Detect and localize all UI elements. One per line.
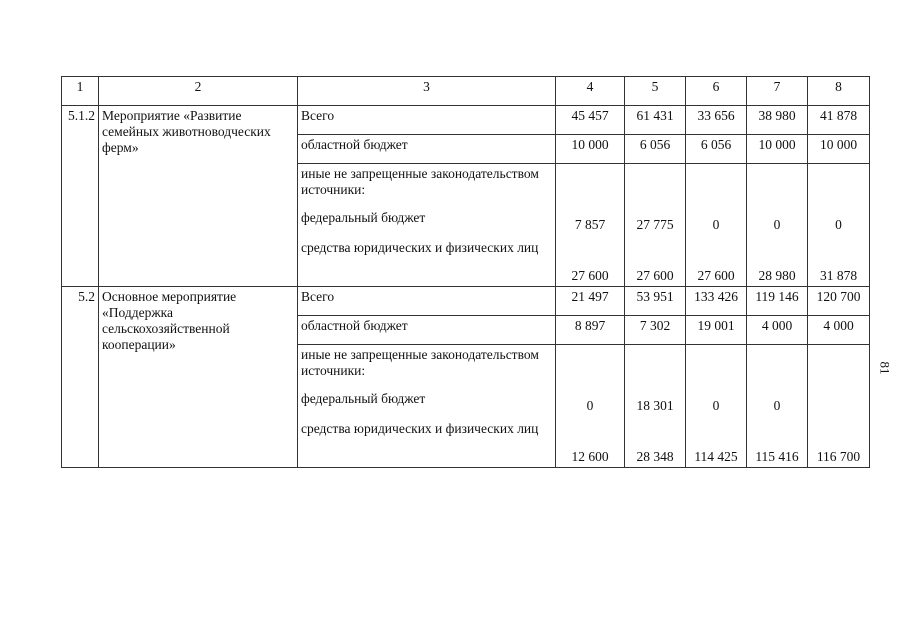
source-label: Всего — [298, 106, 556, 135]
value-cell: 19 001 — [686, 316, 747, 345]
value-cell: 38 980 — [747, 106, 808, 135]
source-label: областной бюджет — [298, 316, 556, 345]
value-cell: 0 — [712, 217, 720, 232]
value-cell: 0 — [712, 398, 720, 413]
value-cell: 6 056 — [625, 135, 686, 164]
item-code: 5.2 — [62, 287, 99, 468]
item-name: Мероприятие «Развитие семейных животноводческих ферм» — [99, 106, 298, 287]
value-cell: 18 301 — [636, 398, 674, 413]
value-cell: 27 775 — [636, 217, 674, 232]
item-code: 5.1.2 — [62, 106, 99, 287]
value-cell: 0 — [835, 217, 842, 232]
value-cell: 10 000 — [556, 135, 625, 164]
value-cell: 53 951 — [625, 287, 686, 316]
value-stack — [686, 345, 747, 468]
federal-label: федеральный бюджет — [301, 391, 426, 406]
other-sources-label: иные не запрещенные законодательством источники: — [301, 166, 539, 197]
value-cell: 0 — [586, 398, 594, 413]
value-cell: 116 700 — [816, 449, 861, 464]
value-cell: 7 302 — [625, 316, 686, 345]
value-cell: 21 497 — [556, 287, 625, 316]
value-cell: 0 — [773, 398, 781, 413]
value-cell: 120 700 — [808, 287, 870, 316]
value-cell: 27 600 — [697, 268, 735, 283]
value-stack — [747, 164, 808, 287]
value-cell: 10 000 — [808, 135, 870, 164]
source-label: Всего — [298, 287, 556, 316]
header-cell: 6 — [686, 77, 747, 106]
header-cell: 1 — [62, 77, 99, 106]
value-stack — [686, 164, 747, 287]
table-row — [62, 106, 870, 135]
value-stack — [625, 164, 686, 287]
value-cell: 10 000 — [747, 135, 808, 164]
value-stack — [808, 164, 870, 287]
value-stack — [556, 164, 625, 287]
header-cell: 8 — [808, 77, 870, 106]
value-cell: 6 056 — [686, 135, 747, 164]
source-stack — [298, 345, 556, 468]
source-stack — [298, 164, 556, 287]
value-cell: 4 000 — [808, 316, 870, 345]
header-cell: 5 — [625, 77, 686, 106]
value-stack — [747, 345, 808, 468]
value-cell: 27 600 — [571, 268, 609, 283]
value-stack — [556, 345, 625, 468]
value-cell: 7 857 — [574, 217, 606, 232]
value-cell: 27 600 — [636, 268, 674, 283]
value-cell: 8 897 — [556, 316, 625, 345]
table-row — [62, 287, 870, 316]
budget-table — [61, 76, 870, 468]
header-cell: 3 — [298, 77, 556, 106]
value-cell: 114 425 — [694, 449, 738, 464]
value-cell: 119 146 — [747, 287, 808, 316]
value-cell: 28 348 — [636, 449, 674, 464]
value-cell — [811, 391, 866, 421]
header-cell: 4 — [556, 77, 625, 106]
legal-label: средства юридических и физических лиц — [301, 421, 539, 436]
value-cell: 0 — [773, 217, 781, 232]
value-cell: 61 431 — [625, 106, 686, 135]
value-cell: 33 656 — [686, 106, 747, 135]
value-stack — [625, 345, 686, 468]
value-cell: 4 000 — [747, 316, 808, 345]
other-sources-label: иные не запрещенные законодательством источники: — [301, 347, 539, 378]
header-cell: 7 — [747, 77, 808, 106]
value-cell: 115 416 — [755, 449, 799, 464]
value-cell: 41 878 — [808, 106, 870, 135]
value-stack — [808, 345, 870, 468]
value-cell: 45 457 — [556, 106, 625, 135]
federal-label: федеральный бюджет — [301, 210, 426, 225]
value-cell: 28 980 — [758, 268, 796, 283]
legal-label: средства юридических и физических лиц — [301, 240, 539, 255]
source-label: областной бюджет — [298, 135, 556, 164]
value-cell: 12 600 — [571, 449, 609, 464]
header-row — [62, 77, 870, 106]
value-cell: 31 878 — [819, 268, 858, 283]
page-number: 81 — [877, 361, 893, 375]
header-cell: 2 — [99, 77, 298, 106]
value-cell: 133 426 — [686, 287, 747, 316]
item-name: Основное мероприятие «Поддержка сельскохозяйственной кооперации» — [99, 287, 298, 468]
